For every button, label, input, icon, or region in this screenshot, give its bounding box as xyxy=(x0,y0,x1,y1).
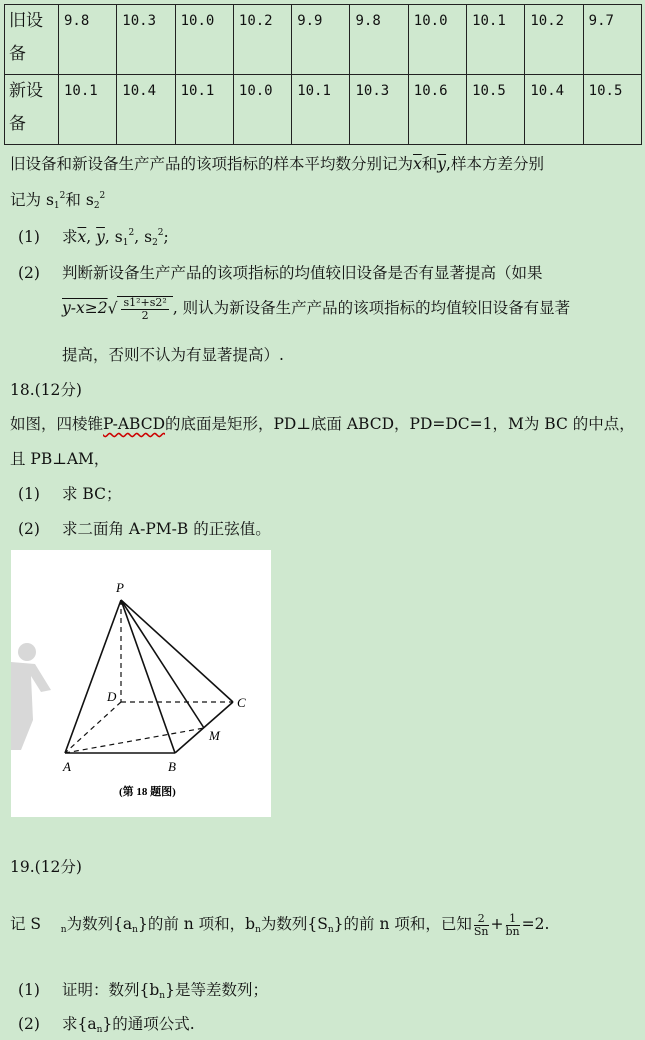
label-M: M xyxy=(209,728,220,743)
table-cell: 10.3 xyxy=(117,5,175,75)
table-cell: 10.6 xyxy=(408,75,466,145)
table-cell: 10.1 xyxy=(175,75,233,145)
edge-BC xyxy=(175,702,233,753)
label-C: C xyxy=(237,695,246,710)
q18-part1: (1) 求 BC； xyxy=(18,485,122,503)
fraction-2-over-Sn: $\frac{2}{Sn}$ xyxy=(473,911,489,938)
label-D: D xyxy=(107,689,117,704)
table-cell: 10.4 xyxy=(117,75,175,145)
table-cell: 10.5 xyxy=(467,75,525,145)
fraction-1-over-bn: $\frac{1}{bn}$ xyxy=(505,911,520,938)
pyramid-figure xyxy=(11,550,271,817)
label-B: B xyxy=(168,759,176,774)
table-row-new xyxy=(5,75,642,145)
q19-line1: 记 S $_n$为数列$\{a_n\}$的前 n 项和，$b_n$为数列$\{S_n\}$的前 n 项和，已知 $\frac{2}{Sn}$ + $\frac{1}{bn}$ =2. xyxy=(10,911,550,938)
table-cell: 10.5 xyxy=(583,75,641,145)
q18-part2: (2) 求二面角 A-PM-B 的正弦值。 xyxy=(18,520,271,538)
q17-part1: (1) 求$\overline{x}$, $\overline{y}$, $s_1^2$, $s_2^2$; xyxy=(18,228,169,248)
edge-AM xyxy=(65,728,204,753)
table-row-old xyxy=(5,5,642,75)
table-cell: 9.8 xyxy=(59,5,117,75)
table-cell: 10.4 xyxy=(525,75,583,145)
table-cell: 10.3 xyxy=(350,75,408,145)
table-cell: 10.2 xyxy=(233,5,291,75)
sqrt-expression: √ $\frac{\text{s1²+s2²}}{2}$ xyxy=(108,296,173,322)
edge-PA xyxy=(65,600,121,753)
pyramid-svg xyxy=(11,550,271,817)
q17-intro-line1: 旧设备和新设备生产产品的该项指标的样本平均数分别记为$\overline{x}$和$\overline{y}$,样本方差分别 xyxy=(10,155,544,173)
q17-part2-line2: y-x≥2√ $\frac{\text{s1²+s2²}}{2}$ , 则认为新设备生产产品的该项指标的均值较旧设备有显著 xyxy=(62,296,571,322)
row-label-new: 新设 备 xyxy=(5,75,59,145)
label-P: P xyxy=(116,580,124,595)
q17-part2-line1: (2) 判断新设备生产产品的该项指标的均值较旧设备是否有显著提高（如果 xyxy=(18,264,543,282)
q18-line2: 且 PB⊥AM， xyxy=(10,450,110,468)
table-cell: 10.1 xyxy=(59,75,117,145)
row-label-old: 旧设 备 xyxy=(5,5,59,75)
table-cell: 10.0 xyxy=(175,5,233,75)
table-cell: 9.7 xyxy=(583,5,641,75)
q19-header: 19.(12分) xyxy=(10,858,82,876)
q19-part1: (1) 证明：数列$\{b_n\}$是等差数列； xyxy=(18,981,268,1001)
table-cell: 10.0 xyxy=(233,75,291,145)
q18-line1: 如图，四棱锥P-ABCD的底面是矩形，PD⊥底面 ABCD，PD=DC=1，M为 BC 的中点， xyxy=(10,415,635,433)
table-cell: 10.1 xyxy=(292,75,350,145)
edge-DA xyxy=(65,702,121,753)
figure-caption: (第 18 题图) xyxy=(119,786,176,798)
table-cell: 9.9 xyxy=(292,5,350,75)
edge-PB xyxy=(121,600,175,753)
q19-part2: (2) 求$\{a_n\}$的通项公式. xyxy=(18,1015,195,1035)
table-cell: 9.8 xyxy=(350,5,408,75)
q17-intro-line2: 记为 $s_1^2$和 $s_2^2$ xyxy=(10,191,106,211)
table-cell: 10.0 xyxy=(408,5,466,75)
q17-part2-line3: 提高，否则不认为有显著提高）. xyxy=(62,346,284,364)
table-cell: 10.1 xyxy=(467,5,525,75)
data-table xyxy=(4,4,642,145)
q18-header: 18.(12分) xyxy=(10,381,82,399)
table-cell: 10.2 xyxy=(525,5,583,75)
label-A: A xyxy=(63,759,71,774)
watermark-silhouette xyxy=(11,643,51,750)
